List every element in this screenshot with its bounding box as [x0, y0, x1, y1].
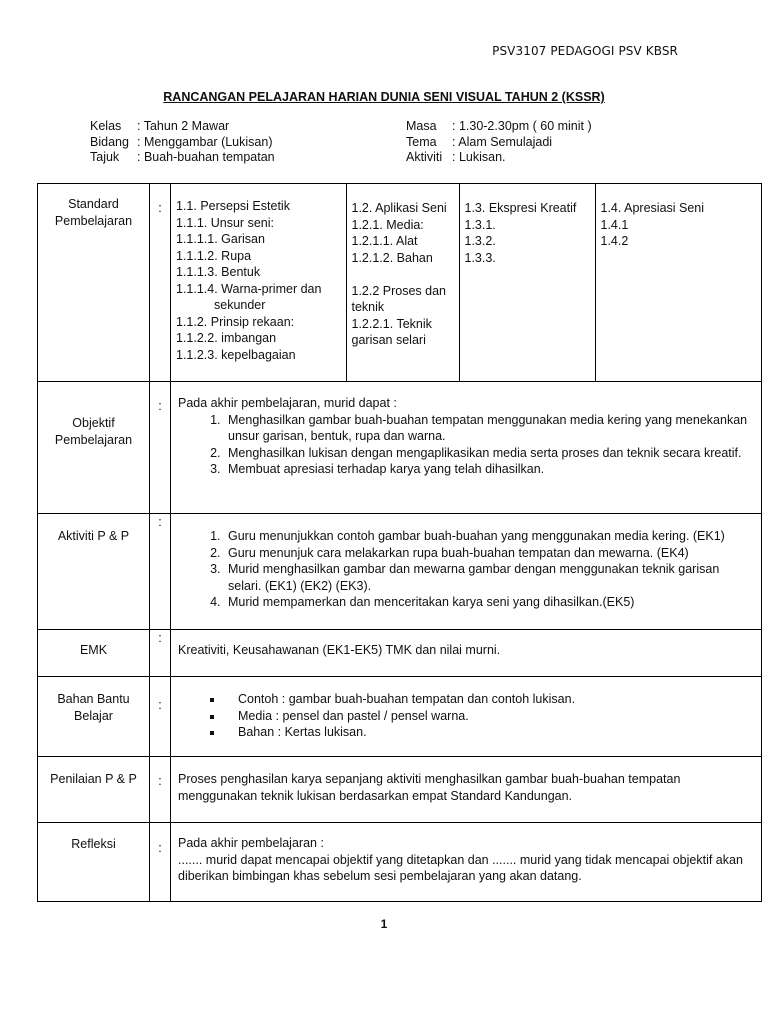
standard-line: 1.1.1.3. Bentuk: [176, 265, 261, 279]
standard-line: 1.2. Aplikasi Seni: [351, 201, 447, 215]
standard-line: 1.1.1.4. Warna-primer dan: [176, 281, 322, 296]
standard-line: 1.1. Persepsi Estetik: [176, 199, 290, 213]
standard-col-apresiasi: [595, 184, 762, 381]
list-item: 2. Menghasilkan lukisan dengan mengaplikasikan media serta proses dan teknik secara kreatif.: [224, 445, 754, 462]
label-line: Bahan Bantu: [57, 692, 130, 706]
row-label: EMK: [38, 630, 150, 677]
standard-line: 1.4. Apresiasi Seni: [600, 201, 705, 215]
objektif-intro: Pada akhir pembelajaran, murid dapat :: [178, 396, 397, 410]
standard-line: 1.2.2.1. Teknik: [351, 316, 432, 331]
info-value: : Buah-buahan tempatan: [137, 150, 275, 164]
info-label: Tema: [406, 134, 437, 149]
standard-line: 1.4.1: [600, 217, 629, 232]
label-line: Standard: [68, 197, 119, 211]
standard-line: 1.1.1.1. Garisan: [176, 232, 265, 246]
bahan-list: [178, 691, 754, 741]
colon: :: [150, 757, 171, 823]
penilaian-cell: Proses penghasilan karya sepanjang aktiviti menghasilkan gambar buah-buahan tempatan menggunakan teknik lukisan berdasarkan empat Standard Kandungan.: [171, 757, 762, 823]
bahan-cell: [171, 677, 762, 757]
standard-line: 1.1.1.2. Rupa: [176, 248, 252, 263]
course-header: PSV3107 PEDAGOGI PSV KBSR: [492, 44, 678, 58]
info-value: : Lukisan.: [452, 150, 506, 164]
refleksi-cell: [171, 823, 762, 902]
list-item: ▪ Media : pensel dan pastel / pensel warna.: [224, 708, 754, 725]
colon: :: [150, 677, 171, 757]
info-bidang: [90, 135, 275, 151]
page-number: 1: [380, 917, 388, 931]
standard-line: 1.3.1.: [464, 217, 496, 232]
standard-line: 1.1.2. Prinsip rekaan:: [176, 314, 295, 329]
info-label: Bidang: [90, 134, 129, 149]
info-label: Masa: [406, 119, 437, 133]
info-tema: [406, 135, 592, 151]
list-item: 4. Murid mempamerkan dan menceritakan karya seni yang dihasilkan.(EK5): [224, 594, 754, 611]
label-line: Pembelajaran: [54, 213, 133, 228]
colon: :: [150, 382, 171, 514]
row-label: Aktiviti P & P: [38, 514, 150, 630]
row-objektif: [38, 382, 762, 514]
standard-line: 1.1.2.2. imbangan: [176, 331, 277, 345]
label-line: Pembelajaran: [54, 432, 133, 447]
row-label: [38, 677, 150, 757]
objektif-cell: [171, 382, 762, 514]
info-kelas: [90, 119, 275, 135]
label-line: Belajar: [74, 708, 113, 723]
label-line: Objektif: [72, 416, 115, 430]
standard-line: 1.4.2: [600, 234, 629, 248]
aktiviti-list: [178, 528, 754, 611]
standard-line: 1.2.1.2. Bahan: [351, 250, 433, 265]
info-value: : Tahun 2 Mawar: [137, 119, 230, 133]
list-item: 2. Guru menunjuk cara melakarkan rupa buah-buahan tempatan dan mewarna. (EK4): [224, 545, 754, 562]
info-label: Aktiviti: [406, 150, 443, 164]
info-value: : Menggambar (Lukisan): [137, 134, 273, 149]
info-label: Kelas: [90, 119, 122, 133]
list-item: ▪ Bahan : Kertas lukisan.: [224, 724, 754, 741]
standard-line: 1.3. Ekspresi Kreatif: [464, 201, 577, 215]
row-standard: [38, 184, 762, 382]
list-item: 3. Membuat apresiasi terhadap karya yang telah dihasilkan.: [224, 461, 754, 478]
standard-line: teknik: [351, 300, 385, 314]
colon: :: [150, 630, 171, 677]
page-title: RANCANGAN PELAJARAN HARIAN DUNIA SENI VISUAL TAHUN 2 (KSSR): [163, 90, 605, 104]
row-label: [38, 184, 150, 382]
row-label: Refleksi: [38, 823, 150, 902]
standard-col-aplikasi: [346, 184, 459, 381]
standard-line: garisan selari: [351, 333, 426, 347]
list-item: 3. Murid menghasilkan gambar dan mewarna gambar dengan menggunakan teknik garisan selari. (EK1) (EK2) (EK3).: [224, 561, 754, 594]
row-aktiviti: [38, 514, 762, 630]
info-tajuk: [90, 150, 275, 166]
standard-cell: [171, 184, 762, 382]
list-item: 1. Menghasilkan gambar buah-buahan tempatan menggunakan media kering yang menekankan unsur garisan, bentuk, rupa dan warna.: [224, 412, 754, 445]
standard-line: 1.1.1. Unsur seni:: [176, 215, 274, 230]
colon: :: [150, 184, 171, 382]
standard-line: [352, 266, 454, 283]
standard-line: 1.1.2.3. kepelbagaian: [176, 347, 296, 362]
refleksi-intro: Pada akhir pembelajaran :: [178, 836, 324, 850]
standard-col-estetik: [171, 184, 346, 381]
row-penilaian: [38, 757, 762, 823]
colon: :: [150, 514, 171, 630]
list-item: 1. Guru menunjukkan contoh gambar buah-buahan yang menggunakan media kering. (EK1): [224, 528, 754, 545]
standard-col-ekspresi: [459, 184, 595, 381]
row-bahan: [38, 677, 762, 757]
aktiviti-cell: [171, 514, 762, 630]
standard-line: 1.3.3.: [464, 250, 496, 265]
row-label: [38, 382, 150, 514]
row-emk: [38, 630, 762, 677]
info-label: Tajuk: [90, 150, 120, 164]
standard-line: 1.2.2 Proses dan: [351, 283, 447, 298]
lesson-plan-table: [37, 183, 761, 901]
standard-line: 1.2.1.1. Alat: [351, 234, 418, 248]
info-value: : Alam Semulajadi: [452, 134, 553, 149]
info-right: [406, 119, 592, 166]
objektif-list: [178, 412, 754, 478]
info-left: [90, 119, 275, 166]
info-masa: [406, 119, 592, 135]
colon: :: [150, 823, 171, 902]
standard-line: sekunder: [214, 298, 266, 312]
standard-line: 1.3.2.: [464, 234, 496, 248]
info-value: : 1.30-2.30pm ( 60 minit ): [452, 119, 592, 133]
emk-cell: Kreativiti, Keusahawanan (EK1-EK5) TMK dan nilai murni.: [171, 630, 762, 677]
refleksi-text: ....... murid dapat mencapai objektif yang ditetapkan dan ....... murid yang tidak mencapai objektif akan diberikan bimbingan khas sebelum sesi pembelajaran yang akan datang.: [178, 852, 743, 883]
info-aktiviti: [406, 150, 592, 166]
row-label: Penilaian P & P: [38, 757, 150, 823]
row-refleksi: [38, 823, 762, 902]
list-item: ▪ Contoh : gambar buah-buahan tempatan dan contoh lukisan.: [224, 691, 754, 708]
standard-line: 1.2.1. Media:: [351, 217, 424, 232]
